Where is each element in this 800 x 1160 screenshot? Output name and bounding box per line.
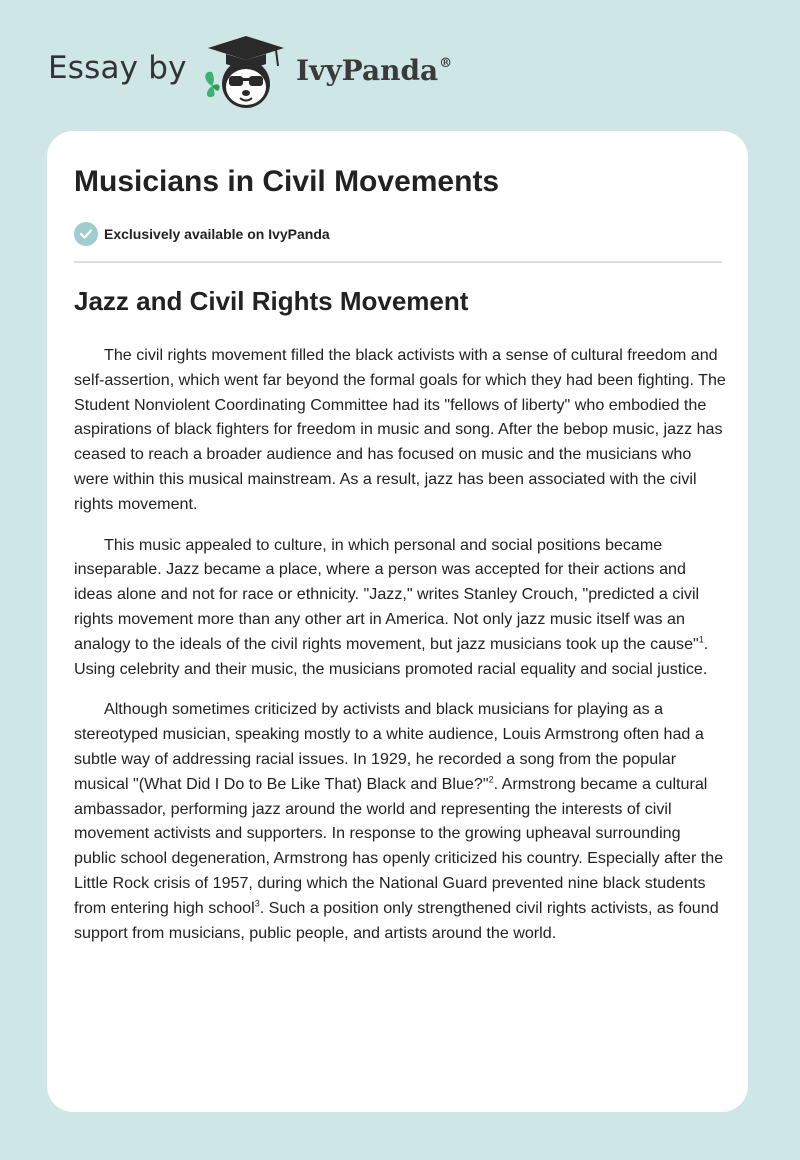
panda-graduate-icon[interactable] [198,36,290,112]
footnote-3-link[interactable]: 3 [254,898,260,909]
paragraph-3-text-b: . Armstrong became a cultural ambassador, performing jazz around the world and representing the interests of civil movement activists and supporters. In response to the growing upheaval surrounding public school degeneration, Armstrong has openly criticized his country. Especially after the Little Rock crisis of 1957, during which the National Guard prevented nine black students from entering high school [74,774,724,917]
paragraph-1: The civil rights movement filled the black activists with a sense of cultural freedom and self-assertion, which went far beyond the formal goals for which they had been fighting. The Student Nonviolent Coordinating Committee had its "fellows of liberty" who embodied the aspirations of black fighters for freedom in music and song. After the bebop music, jazz has ceased to reach a broader audience and has focused on music and the musicians who were within this musical mainstream. As a result, jazz has been associated with the civil rights movement. [74,346,726,513]
footnote-2-link[interactable]: 2 [488,774,494,785]
paragraph-3-text-a: Although sometimes criticized by activists and black musicians for playing as a stereotyped musician, speaking mostly to a white audience, Louis Armstrong often had a subtle way of addressing racial issues. In 1929, he recorded a song from the popular musical "(What Did I Do to Be Like That) Black and Blue?" [74,700,704,793]
paragraph-2 [74,533,726,682]
essay-card [47,131,748,1112]
exclusive-label: Exclusively available on IvyPanda [104,226,330,242]
paragraph-3-text-c: . Such a position only strengthened civil rights activists, as found support from musicians, public people, and artists around the world. [74,898,719,942]
paragraph-3 [74,697,726,945]
site-header [0,0,800,120]
leaf-icon [205,72,219,97]
exclusive-badge [74,222,330,246]
check-icon [74,222,98,246]
paragraph-2-text-b: . Using celebrity and their music, the musicians promoted racial equality and social justice. [74,634,709,678]
brand-name[interactable]: IvyPanda® [296,54,453,87]
page-title: Musicians in Civil Movements [74,165,500,198]
paragraph-2-text-a: This music appealed to culture, in which personal and social positions became inseparable. Jazz became a place, where a person was accepted for their actions and ideas alone and not for race or ethnicity. "Jazz," writes Stanley Crouch, "predicted a civil rights movement more than any other art in America. Not only jazz music itself was an analogy to the ideals of the civil rights movement, but jazz musicians took up the cause" [74,535,700,653]
essay-by-label: Essay by [48,50,187,86]
divider [74,261,722,263]
section-heading: Jazz and Civil Rights Movement [74,286,469,316]
footnote-1-link[interactable]: 1 [698,634,704,645]
essay-body [74,343,726,961]
